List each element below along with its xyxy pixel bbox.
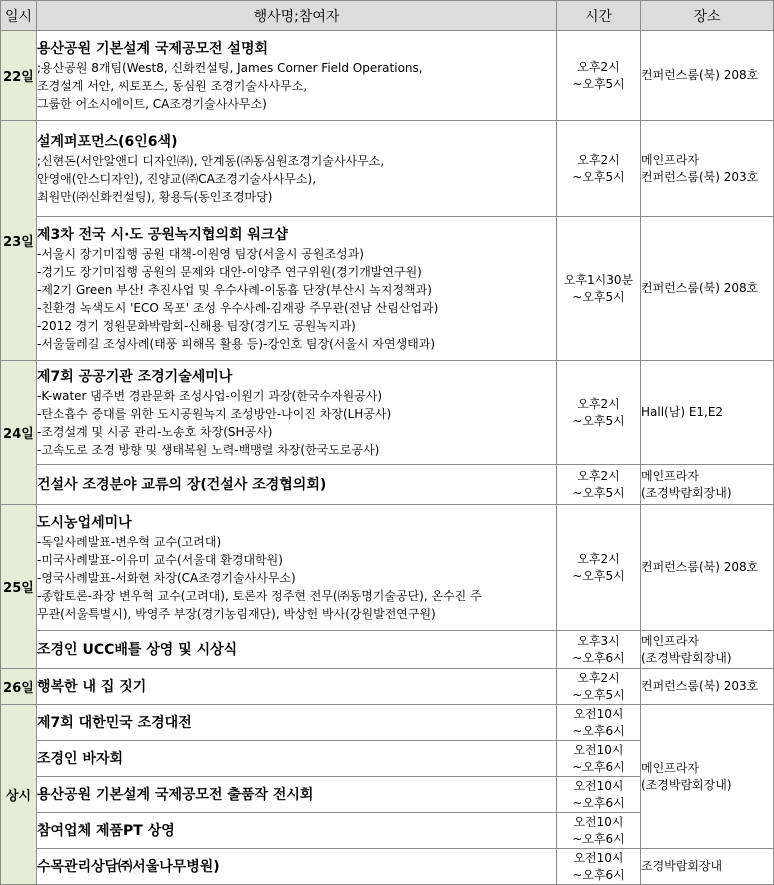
event-line: -서울시 장기미집행 공원 대책-이원영 팀장(서울시 공원조성과) (37, 246, 364, 261)
event-title: 도시농업세미나 (37, 514, 132, 531)
event-line: -탄소흡수 증대를 위한 도시공원녹지 조성방안-나이진 차장(LH공사) (37, 406, 392, 421)
event-cell (37, 777, 557, 813)
time-cell (557, 813, 641, 849)
place-text: 컨퍼런스룸(북) 203호 (641, 679, 759, 693)
event-cell (37, 705, 557, 741)
time-end: ~오후5시 (572, 485, 625, 500)
event-cell (37, 465, 557, 505)
place-text: 조경박람회장내 (641, 859, 723, 873)
time-cell (557, 777, 641, 813)
day-cell: 26일 (1, 669, 37, 705)
place-text: 메인프라자 (641, 152, 699, 167)
header-time: 시간 (557, 1, 641, 31)
event-cell (37, 121, 557, 217)
place-cell (641, 705, 774, 849)
time-cell (557, 849, 641, 885)
place-text: 컨퍼런스룸(북) 208호 (641, 68, 759, 82)
event-line: -경기도 장기미집행 공원의 문제와 대안-이양주 연구위원(경기개발연구원) (37, 264, 422, 279)
day-cell: 25일 (1, 505, 37, 669)
event-cell (37, 31, 557, 121)
event-title: 설계퍼포먼스(6인6색) (37, 133, 178, 150)
event-title: 수목관리상담㈜서울나무병원) (37, 858, 220, 875)
time-end: ~오후6시 (572, 795, 625, 810)
time-end: ~오후6시 (572, 759, 625, 774)
time-start: 오후2시 (577, 670, 620, 685)
time-end: ~오후5시 (572, 169, 625, 184)
event-cell (37, 631, 557, 669)
place-text: (조경박람회장내) (641, 650, 732, 665)
event-line: -제2기 Green 부산! 추진사업 및 우수사례-이동흡 단장(부산시 녹지정책과) (37, 282, 432, 297)
event-line: 그룹한 어소시에이트, CA조경기술사사무소) (37, 96, 267, 111)
time-end: ~오후5시 (572, 413, 625, 428)
time-start: 오후1시30분 (563, 272, 634, 287)
time-cell (557, 705, 641, 741)
time-cell (557, 465, 641, 505)
event-title: 제3차 전국 시·도 공원녹지협의회 워크샵 (37, 226, 288, 243)
event-cell (37, 669, 557, 705)
time-start: 오후2시 (577, 396, 620, 411)
event-title: 용산공원 기본설계 국제공모전 설명회 (37, 40, 269, 57)
time-start: 오전10시 (573, 814, 624, 829)
table-row (1, 465, 774, 505)
event-cell (37, 361, 557, 465)
event-line: 최원만(㈜신화컨설팅), 황용득(동인조경마당) (37, 189, 273, 204)
time-start: 오전10시 (573, 706, 624, 721)
place-cell (641, 217, 774, 361)
event-line: -영국사례발표-서화현 차장(CA조경기술사사무소) (37, 570, 296, 585)
place-text: 메인프라자 (641, 468, 699, 483)
place-text: 컨퍼런스룸(북) 203호 (641, 169, 759, 184)
event-line: ;신현돈(서안알앤디 디자인㈜), 안계동(㈜동심원조경기술사사무소, (37, 153, 385, 168)
day-cell: 22일 (1, 31, 37, 121)
event-cell (37, 217, 557, 361)
place-cell (641, 31, 774, 121)
table-row (1, 505, 774, 631)
header-event: 행사명;참여자 (37, 1, 557, 31)
event-line: -미국사례발표-이유미 교수(서울대 환경대학원) (37, 552, 283, 567)
time-end: ~오후5시 (572, 568, 625, 583)
place-text: (조경박람회장내) (641, 485, 732, 500)
place-cell (641, 121, 774, 217)
event-title: 용산공원 기본설계 국제공모전 출품작 전시회 (37, 786, 314, 803)
time-cell (557, 741, 641, 777)
time-end: ~오후6시 (572, 650, 625, 665)
time-start: 오후2시 (577, 551, 620, 566)
place-cell (641, 465, 774, 505)
place-text: (조경박람회장내) (641, 777, 732, 792)
place-text: 컨퍼런스룸(북) 208호 (641, 560, 759, 574)
time-end: ~오후6시 (572, 867, 625, 882)
event-line: -독일사례발표-변우혁 교수(고려대) (37, 534, 222, 549)
day-cell: 24일 (1, 361, 37, 505)
event-title: 조경인 바자회 (37, 750, 124, 767)
event-line: -고속도로 조경 방향 및 생태복원 노력-백맹렬 차장(한국도로공사) (37, 442, 380, 457)
time-start: 오후2시 (577, 468, 620, 483)
time-cell (557, 31, 641, 121)
place-cell (641, 505, 774, 631)
header-row (1, 1, 774, 31)
time-start: 오후2시 (577, 59, 620, 74)
table-row (1, 849, 774, 885)
day-cell: 상시 (1, 705, 37, 885)
table-row (1, 705, 774, 741)
table-row (1, 669, 774, 705)
event-title: 참여업체 제품PT 상영 (37, 822, 175, 839)
place-cell (641, 849, 774, 885)
table-row (1, 31, 774, 121)
time-cell (557, 669, 641, 705)
time-cell (557, 121, 641, 217)
event-title: 조경인 UCC배틀 상영 및 시상식 (37, 641, 238, 658)
time-end: ~오후5시 (572, 76, 625, 91)
place-text: 메인프라자 (641, 633, 699, 648)
table-row (1, 217, 774, 361)
event-line: -친환경 녹색도시 'ECO 목포' 조성 우수사례-김재광 주무관(전남 산림산업과) (37, 300, 439, 315)
event-title: 건설사 조경분야 교류의 장(건설사 조경협의회) (37, 476, 327, 493)
event-line: 조경설계 서안, 씨토포스, 동심원 조경기술사사무소, (37, 78, 308, 93)
time-start: 오후3시 (577, 633, 620, 648)
event-title: 제7회 공공기관 조경기술세미나 (37, 368, 233, 385)
time-start: 오전10시 (573, 778, 624, 793)
event-line: 무관(서울특별시), 박영주 부장(경기농림재단), 박상헌 박사(강원발전연구원) (37, 606, 436, 621)
place-text: Hall(남) E1,E2 (641, 405, 724, 419)
time-cell (557, 505, 641, 631)
day-cell: 23일 (1, 121, 37, 361)
event-line: ;용산공원 8개팀(West8, 신화컨설팅, James Corner Field Operations, (37, 60, 423, 75)
event-line: -종합토론-좌장 변우혁 교수(고려대), 토론자 정주현 전무(㈜동명기술공단), 온수진 주 (37, 588, 482, 603)
time-cell (557, 361, 641, 465)
table-row (1, 631, 774, 669)
event-title: 행복한 내 집 짓기 (37, 678, 147, 695)
place-cell (641, 631, 774, 669)
time-start: 오후2시 (577, 152, 620, 167)
place-text: 컨퍼런스룸(북) 208호 (641, 281, 759, 295)
time-end: ~오후6시 (572, 831, 625, 846)
event-cell (37, 741, 557, 777)
event-title: 제7회 대한민국 조경대전 (37, 714, 192, 731)
time-end: ~오후5시 (572, 289, 625, 304)
event-cell (37, 849, 557, 885)
event-line: 안영애(안스디자인), 진양교(㈜CA조경기술사사무소), (37, 171, 317, 186)
time-start: 오전10시 (573, 742, 624, 757)
event-line: -K-water 댐주변 경관문화 조성사업-이원기 과장(한국수자원공사) (37, 388, 383, 403)
event-line: -2012 경기 정원문화박람회-신해용 팀장(경기도 공원녹지과) (37, 318, 356, 333)
place-text: 메인프라자 (641, 760, 699, 775)
time-cell (557, 217, 641, 361)
header-day: 일시 (1, 1, 37, 31)
place-cell (641, 669, 774, 705)
place-cell (641, 361, 774, 465)
event-cell (37, 813, 557, 849)
time-start: 오전10시 (573, 850, 624, 865)
header-place: 장소 (641, 1, 774, 31)
event-line: -서울둘레길 조성사례(태풍 피해목 활용 등)-강인호 팀장(서울시 자연생태과) (37, 336, 436, 351)
table-row (1, 361, 774, 465)
time-end: ~오후6시 (572, 723, 625, 738)
event-cell (37, 505, 557, 631)
event-line: -조경설계 및 시공 관리-노송호 차장(SH공사) (37, 424, 273, 439)
table-row (1, 121, 774, 217)
time-end: ~오후5시 (572, 687, 625, 702)
time-cell (557, 631, 641, 669)
